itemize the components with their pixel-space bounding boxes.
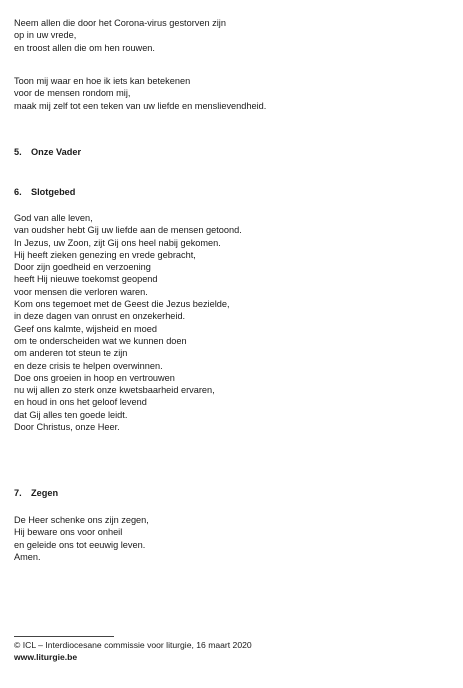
text-line: voor mensen die verloren waren. (14, 286, 148, 297)
page-footer (14, 636, 454, 663)
text-line: maak mij zelf tot een teken van uw liefde en menslievendheid. (14, 100, 267, 111)
text-line: en geleide ons tot eeuwig leven. (14, 539, 146, 550)
section-title: Zegen (31, 488, 59, 498)
text-line: heeft Hij nieuwe toekomst geopend (14, 274, 158, 285)
text-line: nu wij allen zo sterk onze kwetsbaarheid ervaren, (14, 385, 215, 396)
section-number: 6. (14, 187, 22, 197)
section-number: 7. (14, 488, 22, 498)
text-line: Toon mij waar en hoe ik iets kan betekenen (14, 76, 191, 86)
text-line: dat Gij alles ten goede leidt. (14, 409, 128, 420)
section-title: Slotgebed (31, 187, 76, 197)
text-line: Hij heeft zieken genezing en vrede gebracht, (14, 249, 196, 260)
text-line: om te onderscheiden wat we kunnen doen (14, 335, 187, 346)
text-line: Doe ons groeien in hoop en vertrouwen (14, 372, 175, 383)
section-heading-zegen (14, 487, 58, 499)
text-line: van oudsher hebt Gij uw liefde aan de mensen getoond. (14, 225, 242, 236)
text-line: Kom ons tegemoet met de Geest die Jezus bezielde, (14, 299, 230, 310)
text-line: Amen. (14, 551, 41, 562)
text-line: en deze crisis te helpen overwinnen. (14, 360, 163, 371)
text-line: op in uw vrede, (14, 30, 77, 41)
section-heading-slotgebed (14, 186, 75, 198)
section-number: 5. (14, 147, 22, 157)
text-line: en houd in ons het geloof levend (14, 397, 147, 408)
prayer-stanza-corona (14, 17, 226, 54)
text-line: voor de mensen rondom mij, (14, 88, 131, 99)
text-line: Hij beware ons voor onheil (14, 527, 123, 538)
text-line: in deze dagen van onrust en onzekerheid. (14, 311, 186, 322)
text-line: en troost allen die om hen rouwen. (14, 42, 155, 53)
text-line: In Jezus, uw Zoon, zijt Gij ons heel nabij gekomen. (14, 237, 221, 248)
text-line: Door zijn goedheid en verzoening (14, 262, 151, 273)
blessing-text (14, 514, 149, 563)
section-heading-onze-vader (14, 146, 81, 158)
text-line: De Heer schenke ons zijn zegen, (14, 515, 149, 525)
text-line: Neem allen die door het Corona-virus gestorven zijn (14, 18, 226, 28)
prayer-stanza-sign (14, 75, 266, 112)
text-line: Geef ons kalmte, wijsheid en moed (14, 323, 157, 334)
footer-copyright: © ICL – Interdiocesane commissie voor liturgie, 16 maart 2020 (14, 640, 252, 650)
closing-prayer-text (14, 212, 242, 433)
text-line: om anderen tot steun te zijn (14, 348, 128, 359)
text-line: Door Christus, onze Heer. (14, 422, 120, 433)
footer-divider (14, 636, 114, 637)
section-title: Onze Vader (31, 147, 82, 157)
footer-website-link[interactable]: www.liturgie.be (14, 652, 78, 662)
text-line: God van alle leven, (14, 213, 93, 223)
